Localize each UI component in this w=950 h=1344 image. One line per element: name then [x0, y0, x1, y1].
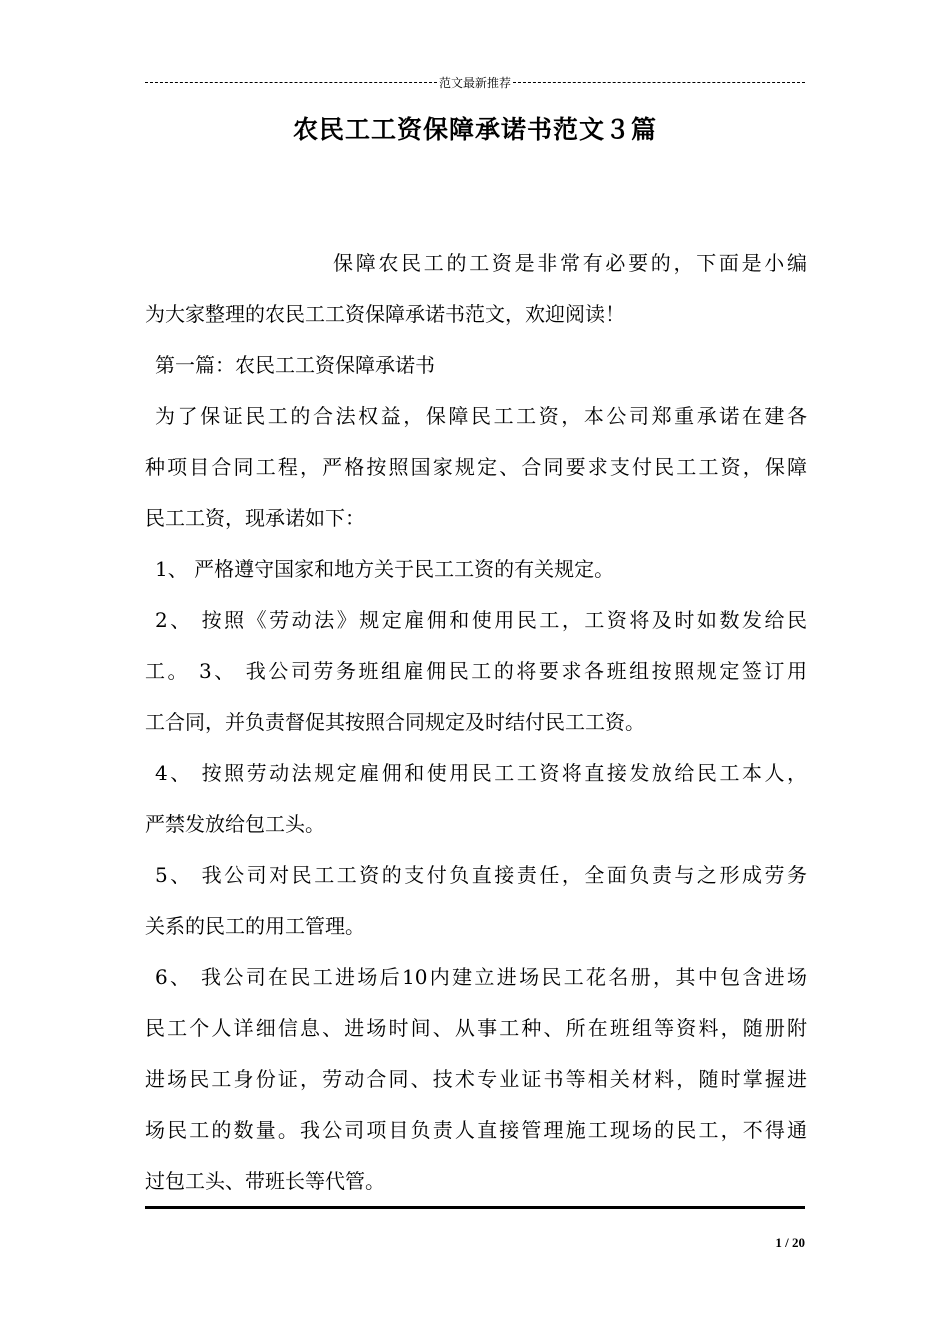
list-item: 严禁发放给包工头。 [145, 812, 325, 836]
footer-rule [145, 1206, 805, 1210]
paragraph-line: 为大家整理的农民工工资保障承诺书范文，欢迎阅读！ [145, 302, 625, 326]
list-item: 工。 3、 我公司劳务班组雇佣民工的将要求各班组按照规定签订用 [145, 659, 807, 683]
list-item: 场民工的数量。我公司项目负责人直接管理施工现场的民工，不得通 [145, 1118, 807, 1142]
paragraph-line: 种项目合同工程，严格按照国家规定、合同要求支付民工工资，保障 [145, 455, 807, 479]
header-text: 范文最新推荐 [439, 75, 512, 90]
list-item: 进场民工身份证，劳动合同、技术专业证书等相关材料，随时掌握进 [145, 1067, 807, 1091]
page-header [145, 72, 805, 92]
section-heading: 第一篇：农民工工资保障承诺书 [155, 353, 435, 377]
list-item: 1、 严格遵守国家和地方关于民工工资的有关规定。 [155, 557, 615, 581]
paragraph-line: 为了保证民工的合法权益，保障民工工资，本公司郑重承诺在建各 [155, 404, 807, 428]
paragraph-line: 民工工资，现承诺如下： [145, 506, 365, 530]
list-item: 关系的民工的用工管理。 [145, 914, 365, 938]
list-item: 5、 我公司对民工工资的支付负直接责任，全面负责与之形成劳务 [155, 863, 807, 887]
document-body [145, 238, 807, 1207]
list-item: 工合同，并负责督促其按照合同规定及时结付民工工资。 [145, 710, 645, 734]
list-item: 4、 按照劳动法规定雇佣和使用民工工资将直接发放给民工本人， [155, 761, 807, 785]
paragraph-line: 保障农民工的工资是非常有必要的，下面是小编 [333, 251, 807, 275]
list-item: 过包工头、带班长等代管。 [145, 1169, 385, 1193]
list-item: 民工个人详细信息、进场时间、从事工种、所在班组等资料，随册附 [145, 1016, 807, 1040]
list-item: 6、 我公司在民工进场后10内建立进场民工花名册，其中包含进场 [155, 965, 807, 989]
header-dash-left [145, 82, 437, 83]
list-item: 2、 按照《劳动法》规定雇佣和使用民工，工资将及时如数发给民 [155, 608, 807, 632]
page-number: 1 / 20 [775, 1235, 805, 1250]
document-title: 农民工工资保障承诺书范文３篇 [292, 115, 657, 144]
header-dash-right [513, 82, 805, 83]
